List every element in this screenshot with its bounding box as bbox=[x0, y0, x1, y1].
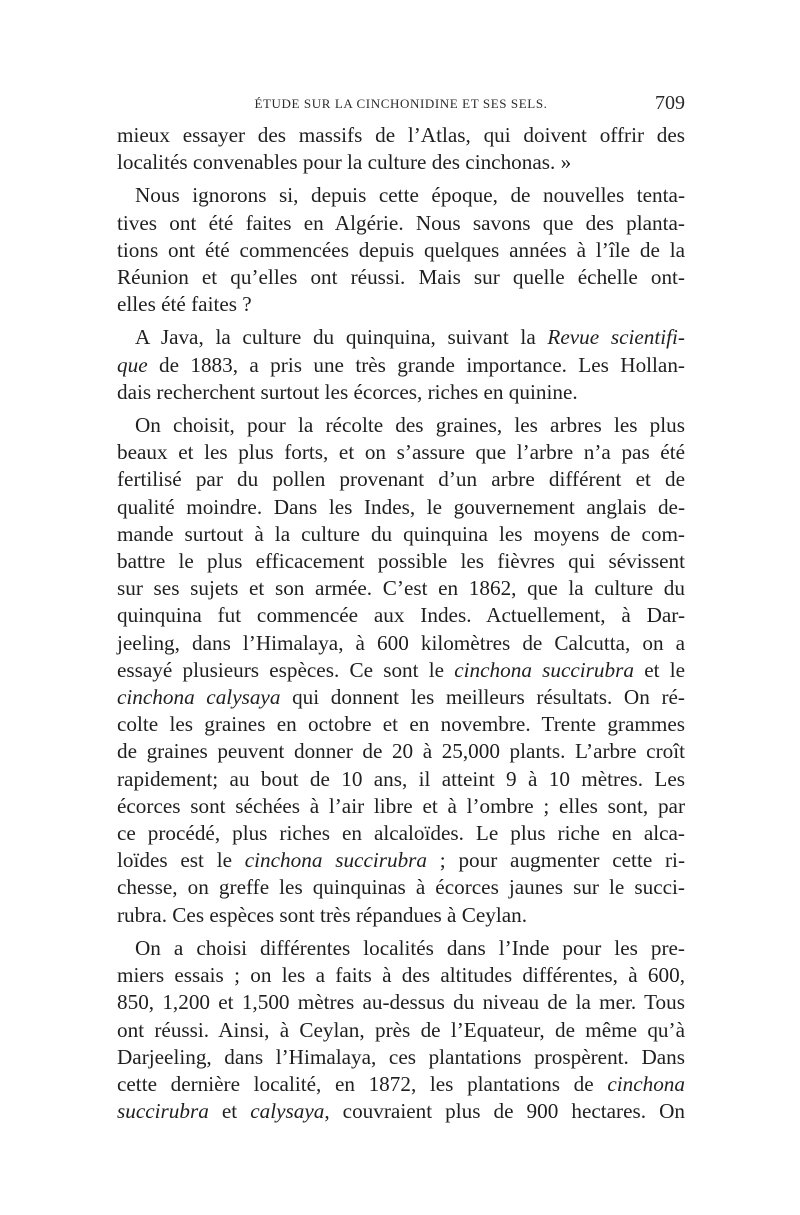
text-line bbox=[117, 962, 685, 989]
text-line bbox=[117, 412, 685, 439]
text-segment: beaux et les plus forts, et on s’assure que l’arbre n’a pas été bbox=[117, 440, 685, 465]
text-segment: essayé plusieurs espèces. Ce sont le bbox=[117, 657, 455, 682]
text-segment: quinquina fut commencée aux Indes. Actuellement, à Dar- bbox=[117, 603, 685, 628]
text-line bbox=[117, 237, 685, 264]
text-line bbox=[117, 711, 685, 738]
text-line bbox=[117, 494, 685, 521]
text-segment: fertilisé par du pollen provenant d’un arbre différent et de bbox=[117, 467, 685, 492]
text-line bbox=[117, 793, 685, 820]
italic-text: cinchona bbox=[607, 1071, 685, 1096]
paragraph bbox=[117, 324, 685, 406]
text-segment: mande surtout à la culture du quinquina les moyens de com- bbox=[117, 521, 685, 546]
text-line bbox=[117, 820, 685, 847]
paragraph bbox=[117, 412, 685, 929]
text-segment: jeeling, dans l’Himalaya, à 600 kilomètres de Calcutta, on a bbox=[117, 630, 685, 655]
italic-text: cinchona calysaya bbox=[117, 685, 281, 710]
text-line bbox=[117, 1071, 685, 1098]
text-segment: chesse, on greffe les quinquinas à écorces jaunes sur le succi- bbox=[117, 875, 685, 900]
text-segment: ; pour augmenter cette ri- bbox=[427, 848, 686, 873]
text-line bbox=[117, 439, 685, 466]
italic-text: cinchona succirubra bbox=[454, 657, 634, 682]
text-line bbox=[117, 847, 685, 874]
text-segment: mieux essayer des massifs de l’Atlas, qui doivent offrir des bbox=[117, 123, 685, 147]
text-segment: colte les graines en octobre et en novembre. Trente grammes bbox=[117, 712, 685, 737]
text-line bbox=[117, 324, 685, 351]
text-line bbox=[117, 466, 685, 493]
text-line bbox=[117, 182, 685, 209]
italic-text: cinchona succirubra bbox=[244, 848, 428, 873]
text-line bbox=[117, 149, 685, 176]
text-line bbox=[117, 291, 685, 318]
italic-text: que bbox=[117, 352, 148, 377]
text-segment: qualité moindre. Dans les Indes, le gouvernement anglais de- bbox=[117, 494, 685, 519]
paragraph bbox=[117, 182, 685, 318]
text-segment: Nous ignorons si, depuis cette époque, de nouvelles tenta- bbox=[135, 183, 685, 208]
text-line bbox=[117, 989, 685, 1016]
text-line bbox=[117, 264, 685, 291]
page-number: 709 bbox=[655, 92, 685, 114]
text-segment: ce procédé, plus riches en alcaloïdes. Le plus riche en alca- bbox=[117, 821, 685, 846]
text-segment: qui donnent les meilleurs résultats. On ré- bbox=[280, 685, 685, 710]
text-segment: loïdes est le bbox=[117, 848, 245, 873]
text-line bbox=[117, 766, 685, 793]
running-title: ÉTUDE SUR LA CINCHONIDINE ET SES SELS. bbox=[254, 96, 548, 111]
text-segment: rapidement; au bout de 10 ans, il atteint 9 à 10 mètres. Les bbox=[117, 766, 685, 791]
text-segment: , couvraient plus de 900 hectares. On bbox=[324, 1099, 686, 1124]
text-segment: On choisit, pour la récolte des graines, les arbres les plus bbox=[135, 413, 685, 438]
text-line bbox=[117, 902, 685, 929]
text-line bbox=[117, 1017, 685, 1044]
text-line bbox=[117, 575, 685, 602]
text-line bbox=[117, 548, 685, 575]
text-line bbox=[117, 379, 685, 406]
body-text bbox=[117, 122, 685, 1125]
text-line bbox=[117, 630, 685, 657]
text-segment: 850, 1,200 et 1,500 mètres au-dessus du niveau de la mer. Tous bbox=[117, 990, 685, 1015]
text-segment: elles été faites ? bbox=[117, 292, 252, 317]
text-segment: Darjeeling, dans l’Himalaya, ces plantations prospèrent. Dans bbox=[117, 1044, 685, 1069]
text-segment: ont réussi. Ainsi, à Ceylan, près de l’Equateur, de même qu’à bbox=[117, 1017, 685, 1042]
text-segment: tions ont été commencées depuis quelques années à l’île de la bbox=[117, 237, 685, 262]
text-line bbox=[117, 935, 685, 962]
text-segment: cette dernière localité, en 1872, les plantations de bbox=[117, 1071, 608, 1096]
text-line bbox=[117, 352, 685, 379]
text-line bbox=[117, 122, 685, 149]
text-segment: localités convenables pour la culture des cinchonas. » bbox=[117, 150, 572, 175]
text-line bbox=[117, 657, 685, 684]
text-line bbox=[117, 521, 685, 548]
paragraph bbox=[117, 935, 685, 1125]
text-segment: A Java, la culture du quinquina, suivant la bbox=[135, 325, 548, 350]
italic-text: calysaya bbox=[250, 1099, 325, 1124]
text-line bbox=[117, 738, 685, 765]
paragraph bbox=[117, 122, 685, 176]
book-page bbox=[117, 92, 685, 1131]
text-line bbox=[117, 602, 685, 629]
text-segment: On a choisi différentes localités dans l’Inde pour les pre- bbox=[135, 935, 685, 960]
text-segment: écorces sont séchées à l’air libre et à l’ombre ; elles sont, par bbox=[117, 793, 685, 818]
text-line bbox=[117, 874, 685, 901]
text-segment: rubra. Ces espèces sont très répandues à Ceylan. bbox=[117, 902, 528, 927]
text-segment: et le bbox=[633, 657, 685, 682]
text-segment: miers essais ; on les a faits à des altitudes différentes, à 600, bbox=[117, 963, 685, 988]
text-line bbox=[117, 1098, 685, 1125]
text-segment: sur ses sujets et son armée. C’est en 1862, que la culture du bbox=[117, 576, 685, 601]
text-segment: tives ont été faites en Algérie. Nous savons que des planta- bbox=[117, 210, 685, 235]
italic-text: succirubra bbox=[117, 1099, 209, 1124]
text-segment: battre le plus efficacement possible les fièvres qui sévissent bbox=[117, 549, 685, 574]
text-line bbox=[117, 210, 685, 237]
text-segment: et bbox=[208, 1099, 251, 1124]
italic-text: Revue scientifi- bbox=[547, 325, 685, 350]
text-line bbox=[117, 1044, 685, 1071]
text-segment: Réunion et qu’elles ont réussi. Mais sur quelle échelle ont- bbox=[117, 265, 685, 290]
text-segment: de graines peuvent donner de 20 à 25,000 plants. L’arbre croît bbox=[117, 739, 685, 764]
text-segment: dais recherchent surtout les écorces, riches en quinine. bbox=[117, 379, 578, 404]
text-line bbox=[117, 684, 685, 711]
page-header bbox=[117, 92, 685, 122]
text-segment: de 1883, a pris une très grande importance. Les Hollan- bbox=[147, 352, 685, 377]
